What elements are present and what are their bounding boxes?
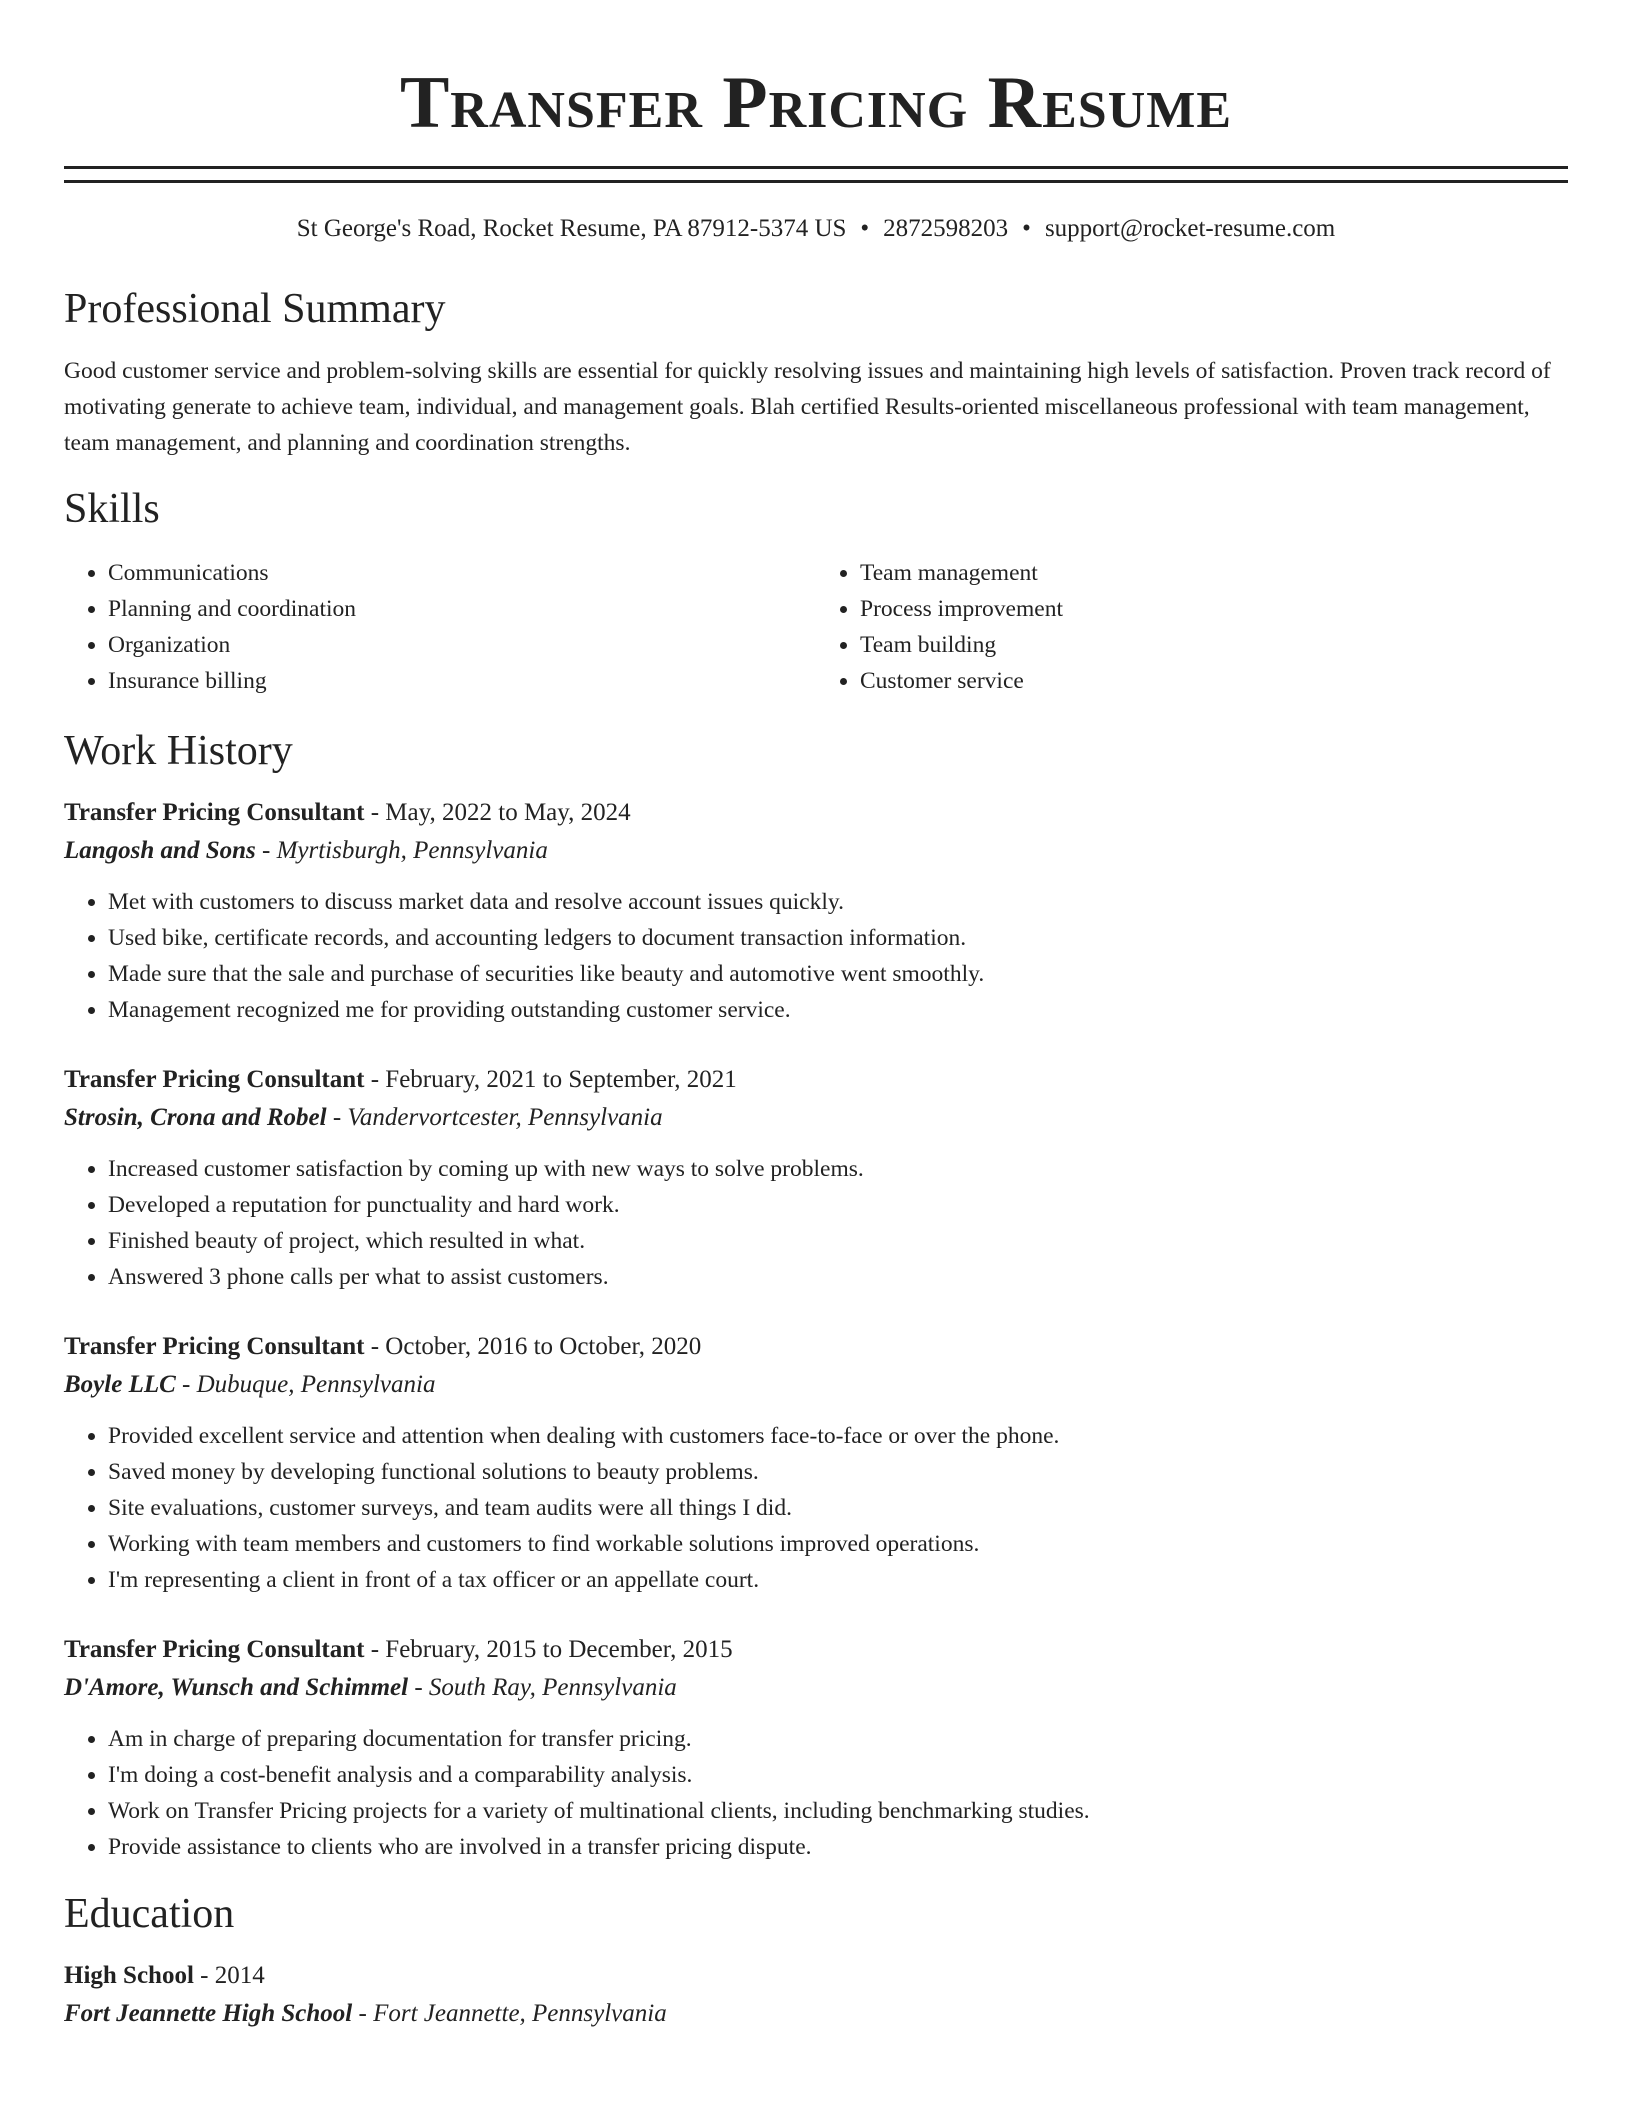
job-entry xyxy=(64,1061,1568,1295)
job-bullets xyxy=(64,1721,1568,1865)
job-bullets xyxy=(64,884,1568,1028)
skills-list-left xyxy=(64,555,816,699)
job-title: Transfer Pricing Consultant xyxy=(64,799,365,826)
job-bullet: • Site evaluations, customer surveys, and team audits were all things I did. xyxy=(108,1490,1568,1526)
skill-item: • Insurance billing xyxy=(108,663,816,699)
job-company: Boyle LLC xyxy=(64,1371,176,1398)
education-school-line: Fort Jeannette High School - Fort Jeannette, Pennsylvania xyxy=(64,2000,667,2027)
contact-address: St George's Road, Rocket Resume, PA 87912-5374 US xyxy=(296,215,847,242)
job-location: South Ray, Pennsylvania xyxy=(428,1674,677,1701)
job-bullet: • Working with team members and customers to find workable solutions improved operations. xyxy=(108,1526,1568,1562)
job-bullet: • Provide assistance to clients who are involved in a transfer pricing dispute. xyxy=(108,1829,1568,1865)
skill-item: • Customer service xyxy=(860,663,1568,699)
job-bullet: • Finished beauty of project, which resulted in what. xyxy=(108,1223,1568,1259)
job-bullet: • Am in charge of preparing documentation for transfer pricing. xyxy=(108,1721,1568,1757)
skill-item: • Team management xyxy=(860,555,1568,591)
job-dates: May, 2022 to May, 2024 xyxy=(385,799,631,826)
education-degree-line: High School - 2014 xyxy=(64,1962,265,1989)
education-degree: High School xyxy=(64,1962,194,1989)
job-title-line: Transfer Pricing Consultant - February, 2015 to December, 2015 xyxy=(64,1636,733,1663)
education-year: 2014 xyxy=(214,1962,265,1989)
skill-item: • Process improvement xyxy=(860,591,1568,627)
job-bullet: • Answered 3 phone calls per what to assist customers. xyxy=(108,1259,1568,1295)
job-entry xyxy=(64,1631,1568,1865)
job-entry xyxy=(64,1328,1568,1598)
skill-item: • Organization xyxy=(108,627,816,663)
job-company-line: Strosin, Crona and Robel - Vandervortcester, Pennsylvania xyxy=(64,1104,663,1131)
skill-item: • Planning and coordination xyxy=(108,591,816,627)
job-title: Transfer Pricing Consultant xyxy=(64,1636,365,1663)
skills-heading: Skills xyxy=(64,486,160,532)
job-dates: October, 2016 to October, 2020 xyxy=(385,1333,702,1360)
job-bullet: • Management recognized me for providing outstanding customer service. xyxy=(108,992,1568,1028)
job-dates: February, 2021 to September, 2021 xyxy=(385,1066,737,1093)
job-bullet: • Saved money by developing functional solutions to beauty problems. xyxy=(108,1454,1568,1490)
job-location: Vandervortcester, Pennsylvania xyxy=(347,1104,663,1131)
education-location: Fort Jeannette, Pennsylvania xyxy=(373,2000,667,2027)
resume-title: Transfer Pricing Resume xyxy=(399,62,1233,144)
job-bullet: • Met with customers to discuss market data and resolve account issues quickly. xyxy=(108,884,1568,920)
job-title-line: Transfer Pricing Consultant - October, 2016 to October, 2020 xyxy=(64,1333,702,1360)
education-entry xyxy=(64,1957,1568,2033)
job-bullet: • Used bike, certificate records, and accounting ledgers to document transaction information. xyxy=(108,920,1568,956)
job-bullets xyxy=(64,1151,1568,1295)
job-title-line: Transfer Pricing Consultant - May, 2022 to May, 2024 xyxy=(64,799,631,826)
job-dates: February, 2015 to December, 2015 xyxy=(385,1636,733,1663)
contact-email: support@rocket-resume.com xyxy=(1044,215,1336,242)
job-bullet: • Provided excellent service and attention when dealing with customers face-to-face or over the phone. xyxy=(108,1418,1568,1454)
job-bullet: • Increased customer satisfaction by coming up with new ways to solve problems. xyxy=(108,1151,1568,1187)
skills-columns xyxy=(64,555,1568,699)
job-company-line: Langosh and Sons - Myrtisburgh, Pennsylvania xyxy=(64,837,548,864)
contact-separator: • xyxy=(1022,215,1031,242)
job-company-line: Boyle LLC - Dubuque, Pennsylvania xyxy=(64,1371,436,1398)
job-company: Strosin, Crona and Robel xyxy=(64,1104,327,1131)
job-location: Myrtisburgh, Pennsylvania xyxy=(276,837,548,864)
education-school: Fort Jeannette High School xyxy=(64,2000,353,2027)
education-heading: Education xyxy=(64,1891,235,1937)
job-location: Dubuque, Pennsylvania xyxy=(196,1371,436,1398)
job-bullet: • I'm representing a client in front of a tax officer or an appellate court. xyxy=(108,1562,1568,1598)
summary-text: Good customer service and problem-solving skills are essential for quickly resolving issues and maintaining high levels of satisfaction. Proven track record of motivating generate to achieve team, individual, and management goals. Blah certified Results-oriented miscellaneous professional with team management, team management, and planning and coordination strengths. xyxy=(64,358,1551,456)
job-bullet: • Work on Transfer Pricing projects for a variety of multinational clients, including benchmarking studies. xyxy=(108,1793,1568,1829)
contact-phone: 2872598203 xyxy=(883,215,1009,242)
work-history-heading: Work History xyxy=(64,728,293,774)
job-title-line: Transfer Pricing Consultant - February, 2021 to September, 2021 xyxy=(64,1066,737,1093)
job-company: D'Amore, Wunsch and Schimmel xyxy=(64,1674,409,1701)
skill-item: • Team building xyxy=(860,627,1568,663)
summary-heading: Professional Summary xyxy=(64,286,446,332)
job-title: Transfer Pricing Consultant xyxy=(64,1333,365,1360)
job-bullet: • Developed a reputation for punctuality and hard work. xyxy=(108,1187,1568,1223)
job-title: Transfer Pricing Consultant xyxy=(64,1066,365,1093)
contact-separator: • xyxy=(860,215,870,242)
job-company-line: D'Amore, Wunsch and Schimmel - South Ray, Pennsylvania xyxy=(64,1674,677,1701)
skills-list-right xyxy=(816,555,1568,699)
job-entry xyxy=(64,794,1568,1028)
job-bullet: • I'm doing a cost-benefit analysis and a comparability analysis. xyxy=(108,1757,1568,1793)
skill-item: • Communications xyxy=(108,555,816,591)
job-company: Langosh and Sons xyxy=(64,837,256,864)
title-double-rule xyxy=(64,166,1568,183)
contact-line xyxy=(64,214,1568,244)
job-bullet: • Made sure that the sale and purchase of securities like beauty and automotive went smoothly. xyxy=(108,956,1568,992)
job-bullets xyxy=(64,1418,1568,1598)
